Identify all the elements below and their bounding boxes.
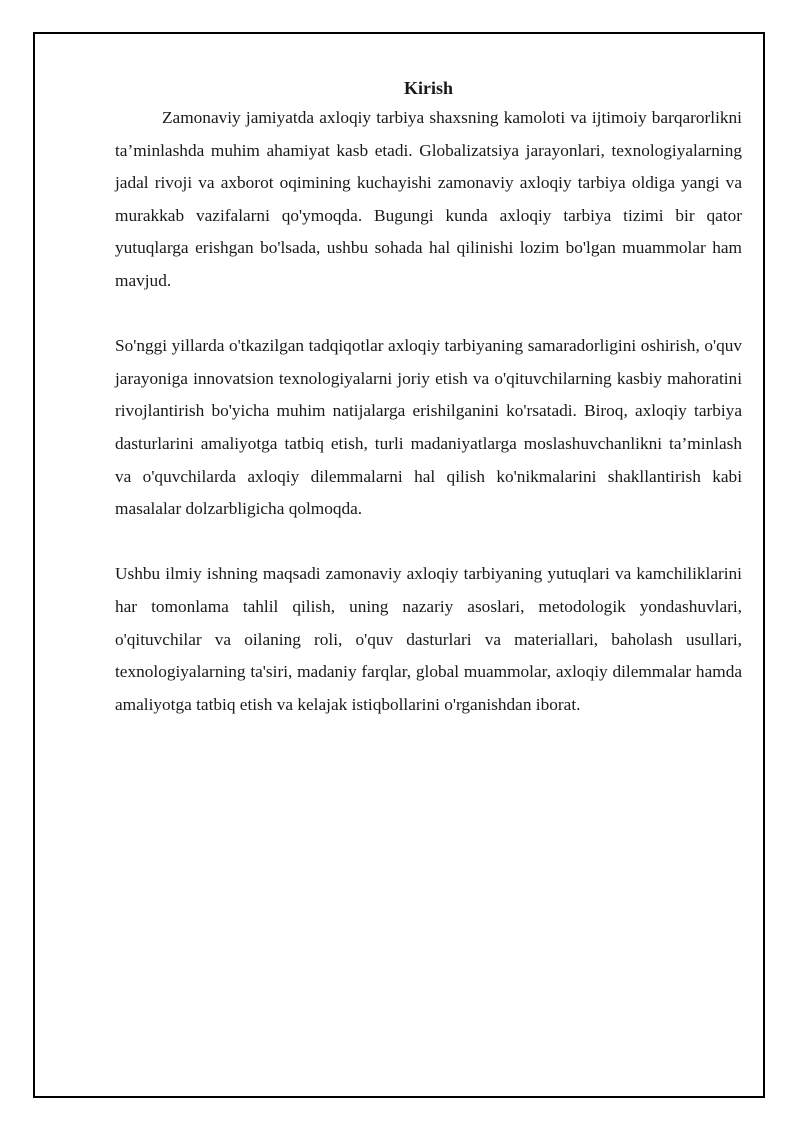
paragraph-spacer — [115, 298, 742, 331]
paragraph-research: So'nggi yillarda o'tkazilgan tadqiqotlar axloqiy tarbiyaning samaradorligini oshirish, o'quv jarayoniga innovatsion texnologiyalarni joriy etish va o'qituvchilarning kasbiy mahoratini rivojlantirish bo'yicha muhim natijalarga erishilganini ko'rsatadi. Biroq, axloqiy tarbiya dasturlarini amaliyotga tatbiq etish, turli madaniyatlarga moslashuvchanlikni ta’minlash va o'quvchilarda axloqiy dilemmalarni hal qilish ko'nikmalarini shakllantirish kabi masalalar dolzarbligicha qolmoqda. — [115, 336, 742, 519]
paragraph-aim: Ushbu ilmiy ishning maqsadi zamonaviy axloqiy tarbiyaning yutuqlari va kamchiliklarini har tomonlama tahlil qilish, uning nazariy asoslari, metodologik yondashuvlari, o'qituvchilar va oilaning roli, o'quv dasturlari va materiallari, baholash usullari, texnologiyalarning ta'siri, madaniy farqlar, global muammolar, axloqiy dilemmalar hamda amaliyotga tatbiq etish va kelajak istiqbollarini o'rganishdan iborat. — [115, 564, 742, 714]
paragraph-spacer — [115, 526, 742, 559]
document-body — [115, 74, 742, 721]
document-title: Kirish — [403, 78, 453, 98]
paragraph-intro: Zamonaviy jamiyatda axloqiy tarbiya shaxsning kamoloti va ijtimoiy barqarorlikni ta’minlashda muhim ahamiyat kasb etadi. Globalizatsiya jarayonlari, texnologiyalarning jadal rivoji va axborot oqimining kuchayishi zamonaviy axloqiy tarbiya oldiga yangi va murakkab vazifalarni qo'ymoqda. Bugungi kunda axloqiy tarbiya tizimi bir qator yutuqlarga erishgan bo'lsada, ushbu sohada hal qilinishi lozim bo'lgan muammolar ham mavjud. — [115, 108, 742, 290]
